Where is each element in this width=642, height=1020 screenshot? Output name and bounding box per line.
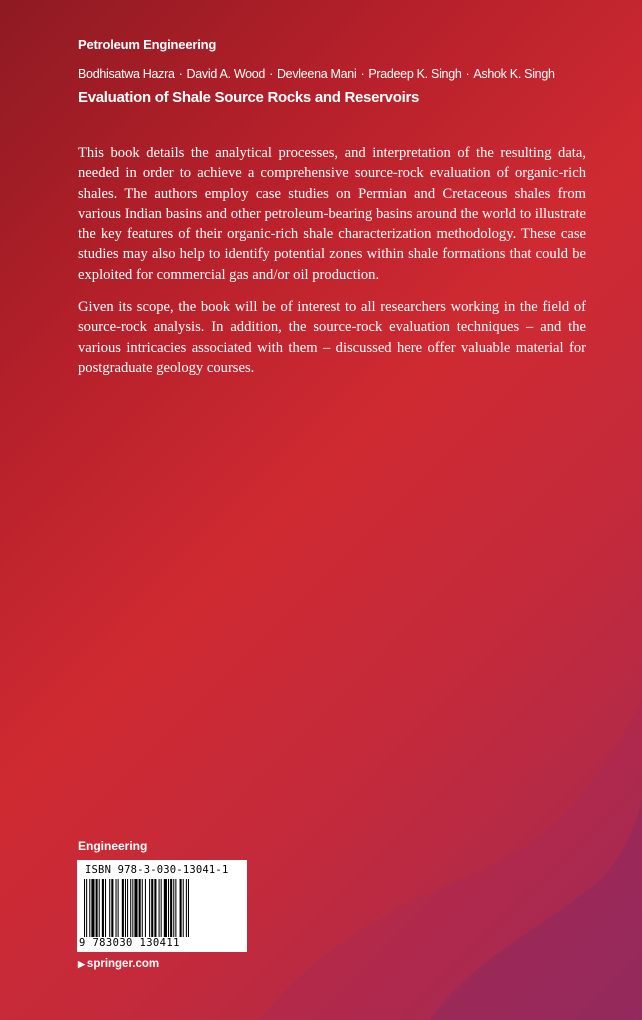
barcode-bars-icon bbox=[84, 879, 240, 941]
barcode-bar bbox=[84, 879, 85, 937]
publisher-url: springer.com bbox=[86, 958, 160, 970]
barcode-bar bbox=[170, 879, 172, 937]
author-separator: · bbox=[360, 67, 365, 81]
barcode-bar bbox=[118, 879, 119, 937]
barcode-bar bbox=[151, 879, 153, 937]
barcode-bar bbox=[180, 879, 182, 937]
book-title: Evaluation of Shale Source Rocks and Reservoirs bbox=[78, 89, 420, 106]
barcode-bar bbox=[168, 879, 169, 937]
barcode-bar bbox=[173, 879, 174, 937]
isbn-barcode bbox=[77, 860, 247, 952]
barcode-bar bbox=[102, 879, 104, 937]
author: Bodhisatwa Hazra bbox=[78, 67, 175, 81]
author-list bbox=[78, 67, 555, 81]
barcode-bar bbox=[109, 879, 110, 937]
barcode-bar bbox=[116, 879, 117, 937]
barcode-bar bbox=[139, 879, 141, 937]
description-paragraph: This book details the analytical processes, and interpretation of the resulting data, needed in order to achieve a comprehensive source-rock evaluation of organic-rich shales. The authors employ case studies on Permian and Cretaceous shales from various Indian basins and other petroleum-bearing basins around the world to illustrate the key features of their organic-rich shale characterization methodology. These case studies may also help to identify potential zones within shale formations that could be exploited for commercial gas and/or oil production. bbox=[78, 145, 586, 283]
barcode-bar bbox=[142, 879, 143, 937]
author-separator: · bbox=[269, 67, 273, 81]
barcode-bar bbox=[91, 879, 94, 937]
barcode-bar bbox=[86, 879, 87, 937]
barcode-bar bbox=[149, 879, 150, 937]
barcode-bar bbox=[186, 879, 187, 937]
barcode-bar bbox=[127, 879, 128, 937]
author-separator: · bbox=[465, 67, 470, 81]
barcode-bar bbox=[96, 879, 98, 937]
barcode-bar bbox=[99, 879, 100, 937]
barcode-bar bbox=[134, 879, 137, 937]
barcode-bar bbox=[161, 879, 162, 937]
barcode-bar bbox=[132, 879, 133, 937]
barcode-bar bbox=[164, 879, 167, 937]
barcode-bar bbox=[111, 879, 113, 937]
barcode-bar bbox=[154, 879, 156, 937]
author: David A. Wood bbox=[186, 67, 266, 81]
ean-digits: 9 783030 130411 bbox=[79, 937, 180, 949]
barcode-bar bbox=[122, 879, 124, 937]
author: Ashok K. Singh bbox=[473, 67, 555, 81]
barcode-bar bbox=[183, 879, 184, 937]
barcode-bar bbox=[159, 879, 160, 937]
isbn-number: ISBN 978-3-030-13041-1 bbox=[85, 864, 229, 876]
barcode-bar bbox=[105, 879, 106, 937]
author: Devleena Mani bbox=[276, 67, 357, 81]
barcode-bar bbox=[125, 879, 126, 937]
barcode-bar bbox=[175, 879, 176, 937]
barcode-bar bbox=[145, 879, 146, 937]
author-separator: · bbox=[178, 67, 183, 81]
barcode-bar bbox=[188, 879, 189, 937]
barcode-bar bbox=[130, 879, 131, 937]
subject-label: Engineering bbox=[78, 839, 148, 853]
description-paragraph: Given its scope, the book will be of interest to all researchers working in the field of source-rock analysis. In addition, the source-rock evaluation techniques – and the various intricacies associated with them – discussed here offer valuable material for postgraduate geology courses. bbox=[78, 299, 586, 376]
publisher-link[interactable] bbox=[78, 958, 159, 970]
book-description bbox=[78, 143, 586, 390]
arrow-right-icon: ▶ bbox=[78, 959, 85, 969]
author: Pradeep K. Singh bbox=[368, 67, 462, 81]
series-name: Petroleum Engineering bbox=[78, 37, 217, 52]
barcode-bar bbox=[89, 879, 90, 937]
